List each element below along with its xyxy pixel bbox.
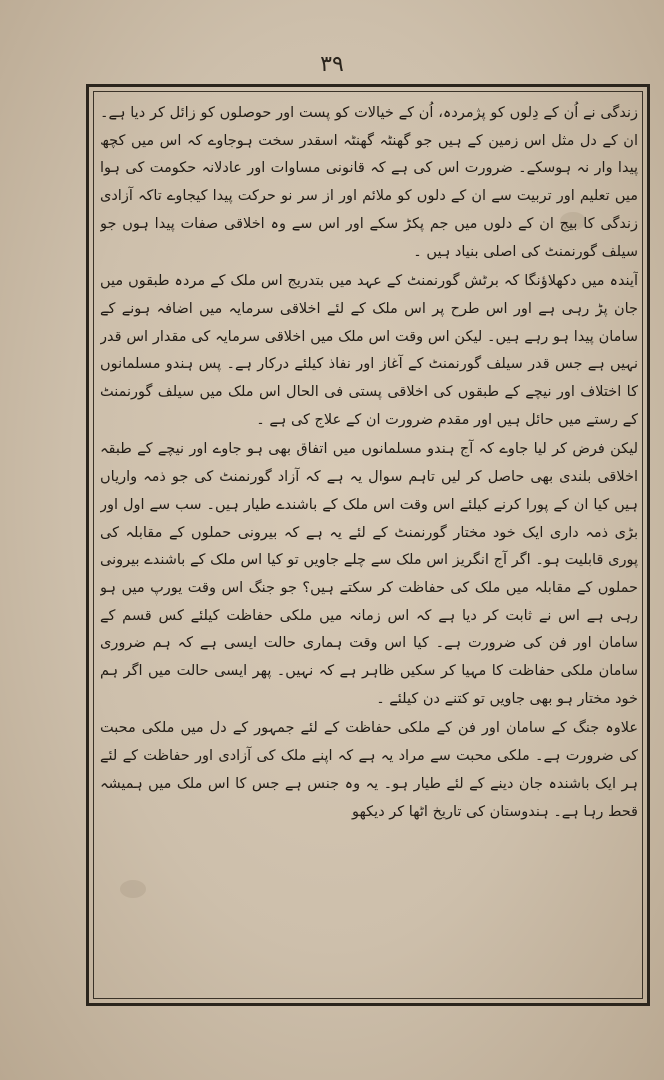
paragraph-2: آیندہ میں دکھلاؤنگا کہ برٹش گورنمنٹ کے عہد میں بتدریج اس ملک کے مردہ طبقوں میں جان پڑ رہی ہے اور اس طرح پر اس ملک کے لئے اخلاقی سرمایہ میں اضافہ ہونے کے سامان پیدا ہو رہے ہیں۔ لیکن اس وقت اس ملک میں اخلاقی سرمایہ کی مقدار اس قدر نہیں ہے جس قدر سیلف گورنمنٹ کے آغاز اور نفاذ کیلئے درکار ہے۔ پس ہندو مسلمانوں کا اختلاف اور نیچے کے طبقوں کی اخلاقی پستی فی الحال اس ملک میں سیلف گورنمنٹ کے رستے میں حائل ہیں اور مقدم ضرورت ان کے علاج کی ہے ۔ bbox=[100, 273, 638, 428]
paragraph-4: علاوہ جنگ کے سامان اور فن کے ملکی حفاظت کے لئے جمہور کے دل میں ملکی محبت کی ضرورت ہے۔ ملکی محبت سے مراد یہ ہے کہ اپنے ملک کی آزادی اور حفاظت کے لئے ہر ایک باشندہ جان دینے کے لئے طیار ہو۔ یہ وہ جنس ہے جس کا اس ملک میں ہمیشہ قحط رہا ہے۔ ہندوستان کی تاریخ اٹھا کر دیکھو bbox=[100, 720, 638, 820]
urdu-body-text bbox=[100, 100, 638, 990]
page-number: ۳۹ bbox=[320, 52, 344, 77]
paragraph-3: لیکن فرض کر لیا جاوے کہ آج ہندو مسلمانوں میں اتفاق بھی ہو جاوے اور نیچے کے طبقہ اخلاقی بلندی بھی حاصل کر لیں تاہم سوال یہ ہے کہ آزاد گورنمنٹ کی جو ذمہ واریاں ہیں کیا ان کے پورا کرنے کیلئے اس وقت اس ملک کے باشندے طیار ہیں۔ سب سے اول اور بڑی ذمہ داری ایک خود مختار گورنمنٹ کے لئے یہ ہے کہ بیرونی حملوں کے مقابلہ کی پوری قابلیت ہو۔ اگر آج انگریز اس ملک سے چلے جاویں تو کیا اس ملک کے باشندے بیرونی حملوں کے مقابلہ میں ملک کی حفاظت کر سکتے ہیں؟ جو جنگ اس وقت یورپ میں ہو رہی ہے اس نے ثابت کر دیا ہے کہ اس زمانہ میں ملکی حفاظت کیلئے کس قسم کے سامان اور فن کی ضرورت ہے۔ کیا اس وقت ہماری حالت ایسی ہے کہ ہم ضروری سامان ملکی حفاظت کا مہیا کر سکیں ظاہر ہے کہ نہیں۔ پھر ایسی حالت میں اگر ہم خود مختار ہو بھی جاویں تو کتنے دن کیلئے ۔ bbox=[100, 441, 638, 707]
paragraph-1: زندگی نے اُن کے دِلوں کو پژمردہ، اُن کے خیالات کو پست اور حوصلوں کو زائل کر دیا ہے۔ ان کے دل مثل اس زمین کے ہیں جو گھنٹہ گھنٹہ اسقدر سخت ہوجاوے کہ اس میں کچھ پیدا وار نہ ہوسکے۔ ضرورت اس کی ہے کہ قانونی مساوات اور عادلانہ حکومت کی ہوا میں تعلیم اور تربیت سے ان کے دلوں کو ملائم اور از سر نو حرکت پیدا کیجاوے تاکہ آزادی زندگی کا بیج ان کے دلوں میں جم پکڑ سکے اور اس سے وہ اخلاقی صفات پیدا ہوں جو سیلف گورنمنٹ کی اصلی بنیاد ہیں ۔ bbox=[100, 105, 638, 260]
